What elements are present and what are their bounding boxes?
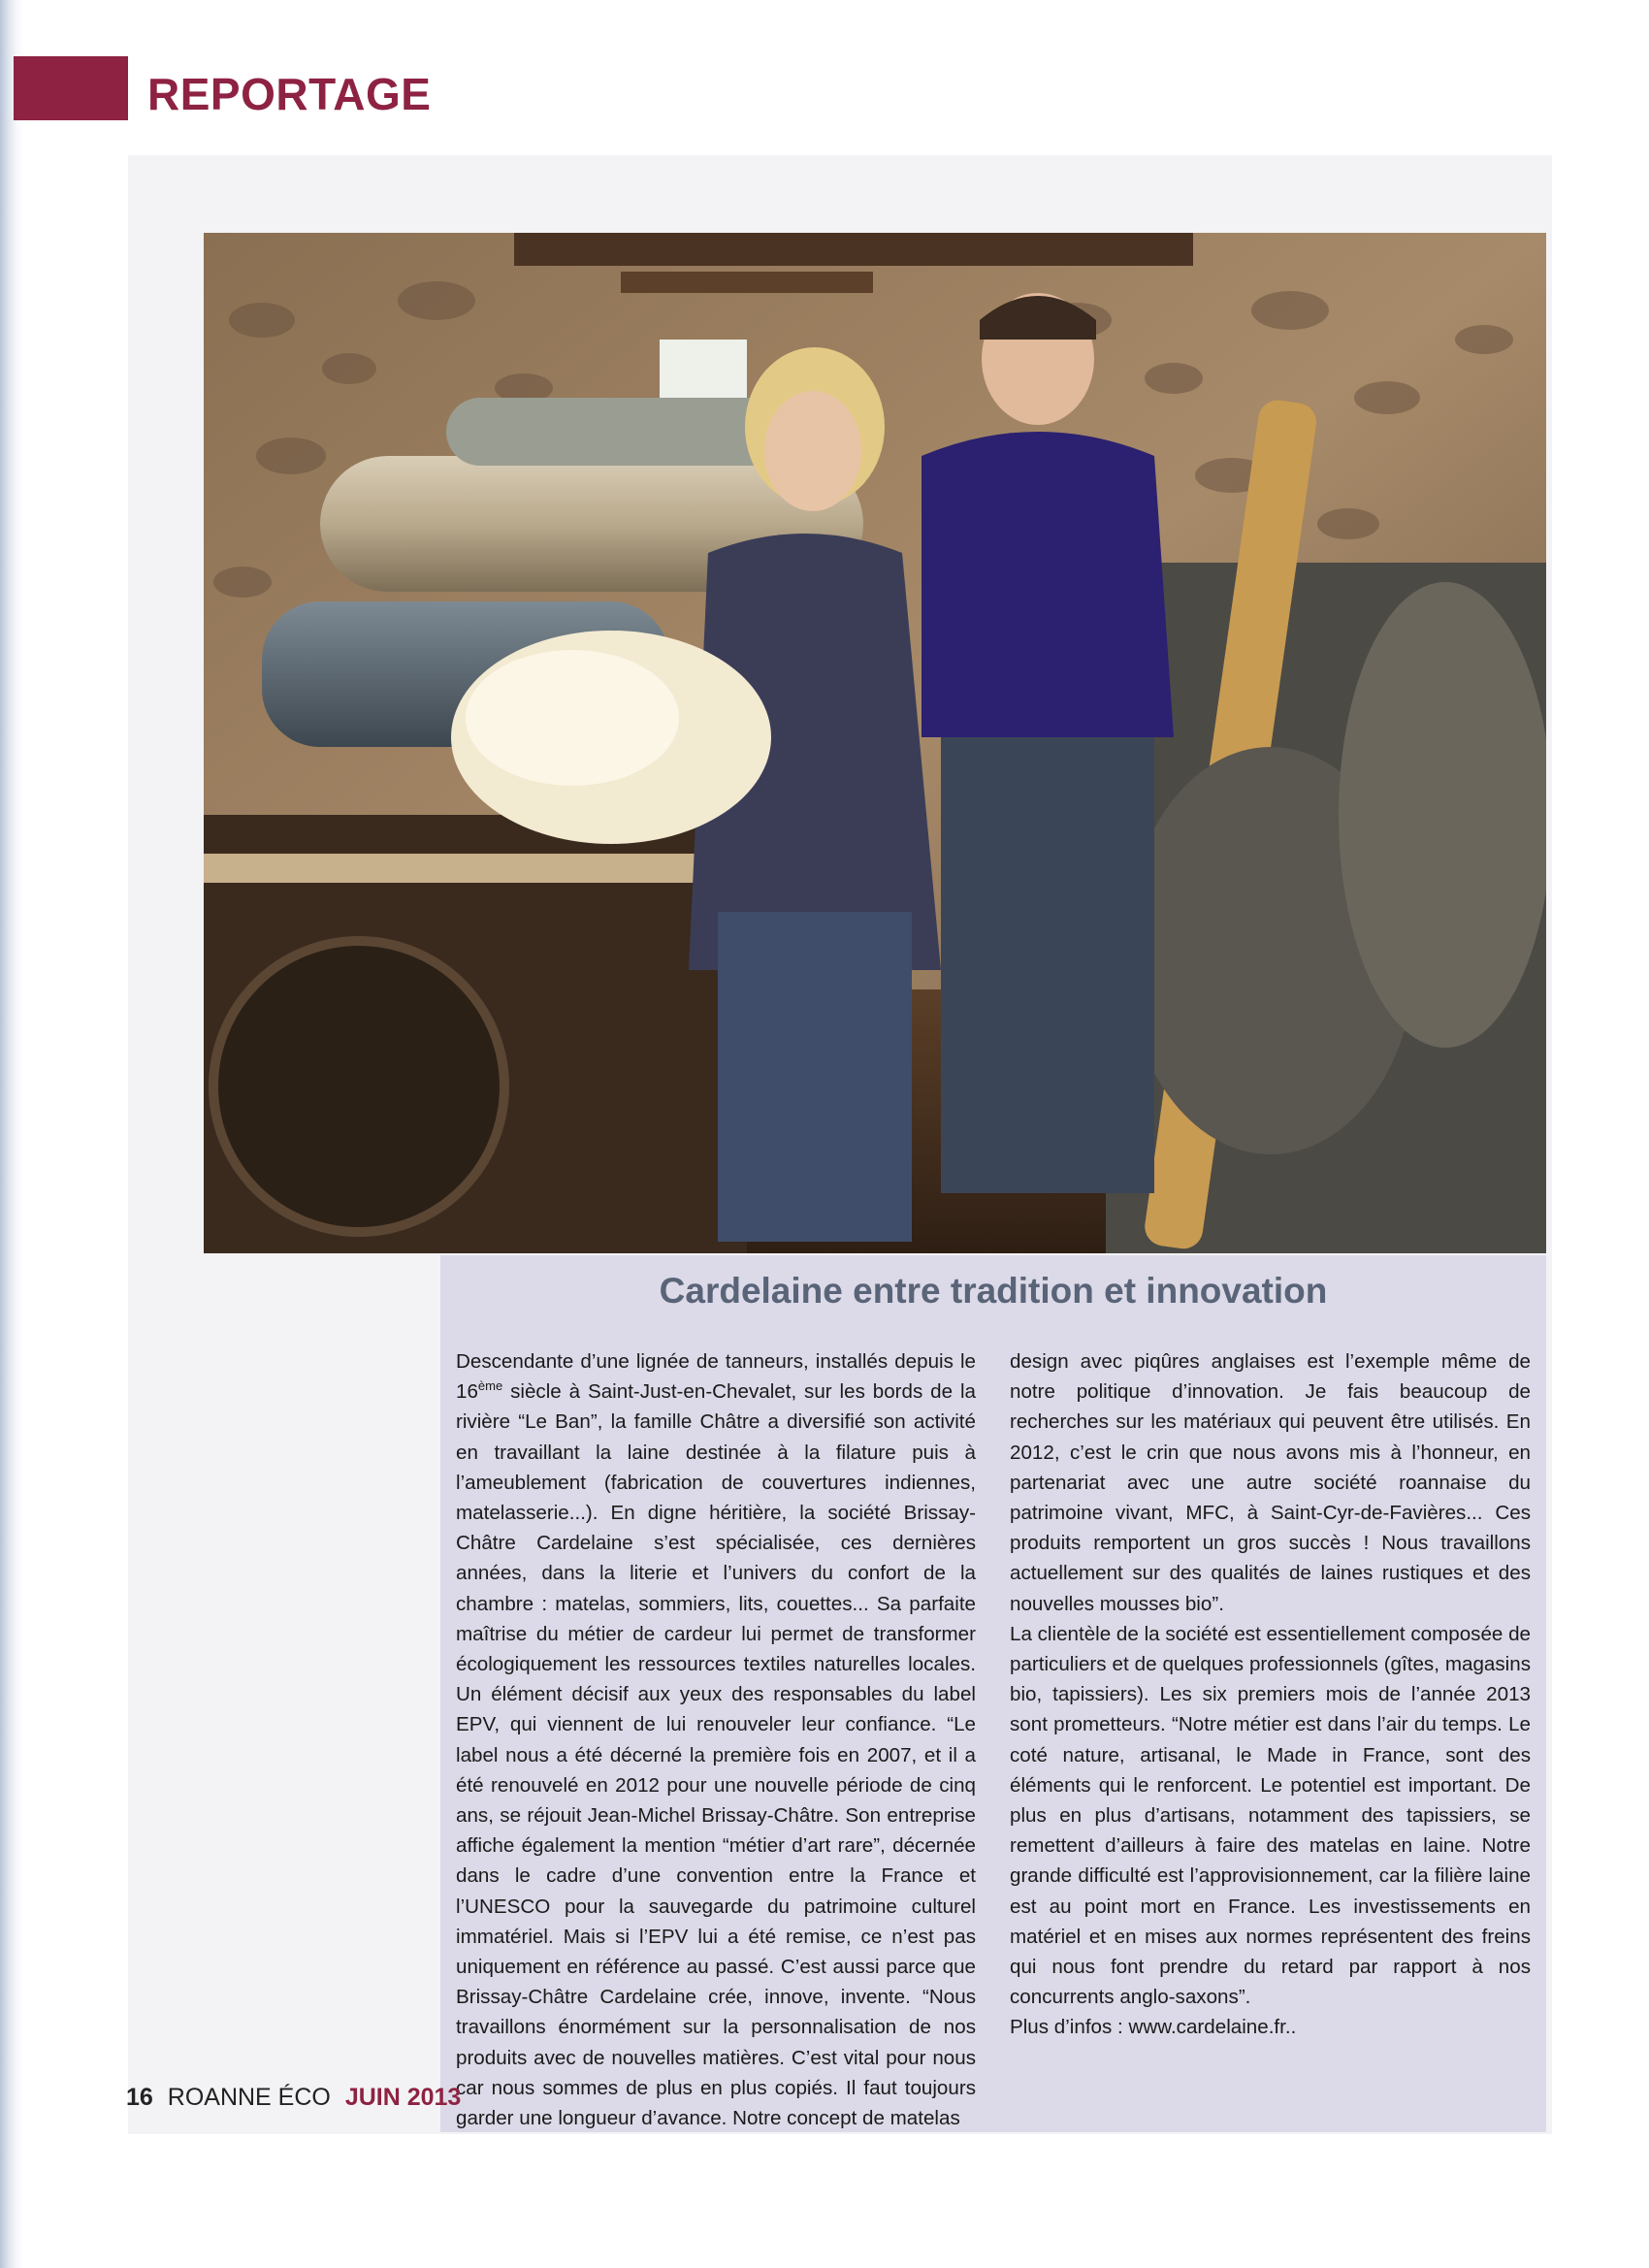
article-column-2 xyxy=(1010,1346,1531,2043)
section-label: REPORTAGE xyxy=(147,69,432,119)
article-column-1 xyxy=(456,1346,976,2133)
article-headline: Cardelaine entre tradition et innovation xyxy=(659,1271,1328,1311)
page-spine-shadow xyxy=(0,0,23,2268)
column-1-intro: Descendante d’une lignée de tanneurs, installés depuis le 16 xyxy=(456,1350,976,1404)
article-photo xyxy=(204,233,1546,1253)
section-color-tab xyxy=(14,56,128,120)
photo-image xyxy=(204,233,1546,1253)
page-footer xyxy=(126,2084,461,2112)
column-2-paragraph-2: La clientèle de la société est essentiellement composée de particuliers et de quelques professionnels (gîtes, magasins bio, tapissiers). Les six premiers mois de l’année 2013 sont prometteurs. “Notre métier est dans l’air du temps. Le coté nature, artisanal, le Made in France, sont des éléments qui le renforcent. Le potentiel est important. De plus en plus d’artisans, notamment des tapissiers, se remettent d’ailleurs à faire des matelas en laine. Notre grande difficulté est l’approvisionnement, car la filière laine est au point mort en France. Les investissements en matériel et en mises aux normes représentent des freins qui nous font prendre du retard par rapport à nos concurrents anglo-saxons”. xyxy=(1010,1622,1531,2009)
issue-date: JUIN 2013 xyxy=(344,2084,462,2111)
column-2-more-info: Plus d’infos : www.cardelaine.fr.. xyxy=(1010,2016,1297,2039)
column-1-text: siècle à Saint-Just-en-Chevalet, sur les bords de la rivière “Le Ban”, la famille Châtre a diversifié son activité en travaillant la laine destinée à la filature puis à l’ameublement (fabrication de couvertures indiennes, matelasserie...). En digne héritière, la société Brissay-Châtre Cardelaine s’est spécialisée, ces dernières années, dans la literie et l’univers du confort de la chambre : matelas, sommiers, lits, couettes... Sa parfaite maîtrise du métier de cardeur lui permet de transformer écologiquement les ressources textiles naturelles locales. Un élément décisif aux yeux des responsables du label EPV, qui viennent de lui renouveler leur confiance. “Le label nous a été décerné la première fois en 2007, et il a été renouvelé en 2012 pour une nouvelle période de cinq ans, se réjouit Jean-Michel Brissay-Châtre. Son entreprise affiche également la mention “métier d’art rare”, décernée dans le cadre d’une convention entre la France et l’UNESCO pour la sauvegarde du patrimoine culturel immatériel. Mais si l’EPV lui a été remise, ce n’est pas uniquement en référence au passé. C’est aussi parce que Brissay-Châtre Cardelaine crée, innove, invente. “Nous travaillons énormément sur la personnalisation de nos produits avec de nouvelles matières. C’est vital pour nous car nous sommes de plus en plus copiés. Il faut toujours garder une longueur d’avance. Notre concept de matelas xyxy=(456,1380,976,2130)
column-1-paragraph xyxy=(456,1346,976,2133)
page-number: 16 xyxy=(126,2084,153,2111)
publication-name: ROANNE ÉCO xyxy=(167,2084,331,2111)
century-superscript: ème xyxy=(477,1378,503,1394)
column-2-paragraph-1: design avec piqûres anglaises est l’exemple même de notre politique d’innovation. Je fais beaucoup de recherches sur les matériaux qui peuvent être utilisés. En 2012, c’est le crin que nous avons mis à l’honneur, en partenariat avec une autre société roannaise du patrimoine vivant, MFC, à Saint-Cyr-de-Favières... Ces produits remportent un gros succès ! Nous travaillons actuellement sur des qualités de laines rustiques et des nouvelles mousses bio”. xyxy=(1010,1350,1531,1615)
